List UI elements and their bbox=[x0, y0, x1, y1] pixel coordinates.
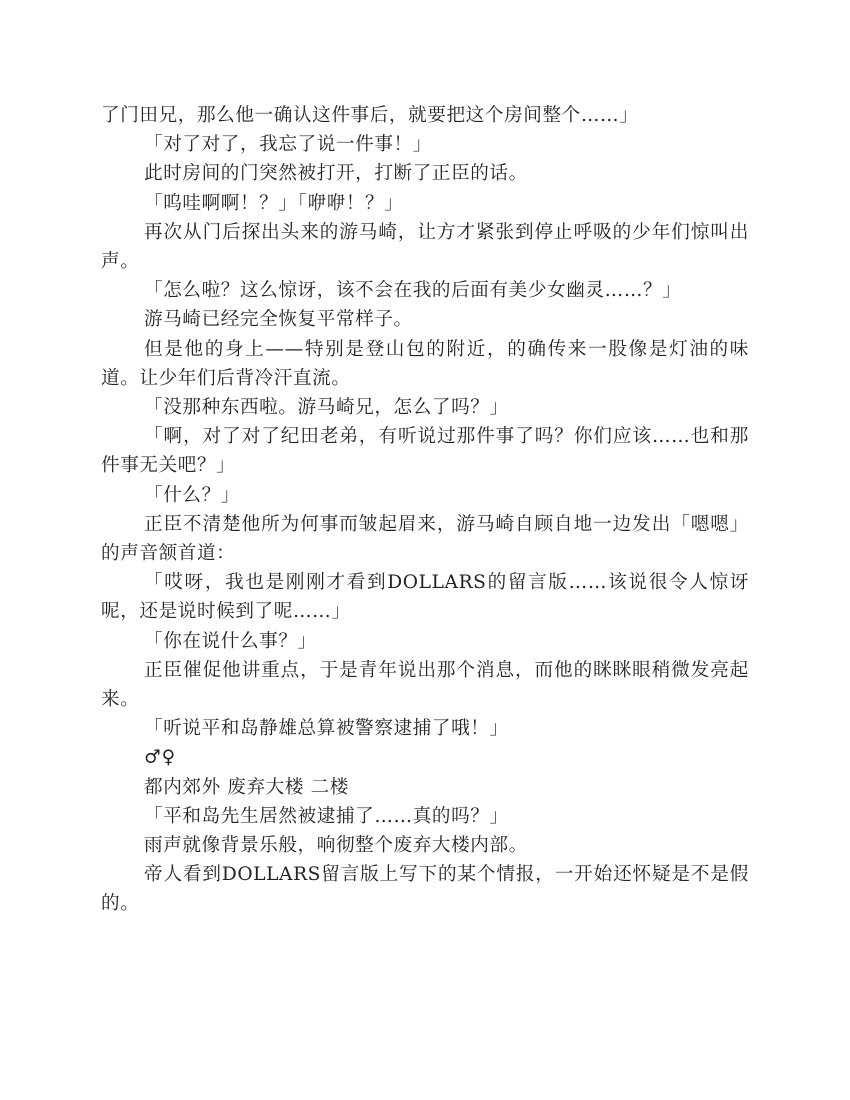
paragraph: 游马崎已经完全恢复平常样子。 bbox=[144, 309, 413, 331]
scene-heading: 都内郊外 废弃大楼 二楼 bbox=[144, 776, 349, 798]
paragraph: 「对了对了，我忘了说一件事！」 bbox=[144, 134, 432, 156]
paragraph: 了门田兄，那么他一确认这件事后，就要把这个房间整个……」 bbox=[101, 105, 639, 126]
paragraph: 「平和岛先生居然被逮捕了……真的吗？」 bbox=[144, 805, 509, 827]
paragraph: 「什么？」 bbox=[144, 484, 240, 506]
paragraph: 「没那种东西啦。游马崎兄，怎么了吗？」 bbox=[144, 397, 509, 419]
paragraph: 正臣不清楚他所为何事而皱起眉来，游马崎自顾自地一边发出「嗯嗯」的声音颔首道： bbox=[101, 513, 749, 565]
paragraph: 雨声就像背景乐般，响彻整个废弃大楼内部。 bbox=[144, 835, 528, 857]
paragraph: 「呜哇啊啊！？」「咿咿！？」 bbox=[144, 192, 404, 214]
paragraph: 「哎呀，我也是刚刚才看到DOLLARS的留言版……该说很令人惊讶呢，还是说时候到了呢……」 bbox=[101, 572, 749, 623]
text-body bbox=[101, 101, 749, 919]
scene-break-marker: ♂♀ bbox=[144, 747, 177, 769]
paragraph: 再次从门后探出头来的游马崎，让方才紧张到停止呼吸的少年们惊叫出声。 bbox=[101, 221, 749, 273]
paragraph: 「听说平和岛静雄总算被警察逮捕了哦！」 bbox=[144, 718, 509, 740]
paragraph: 正臣催促他讲重点，于是青年说出那个消息，而他的眯眯眼稍微发亮起来。 bbox=[101, 659, 749, 711]
paragraph: 「啊，对了对了纪田老弟，有听说过那件事了吗？你们应该……也和那件事无关吧？」 bbox=[101, 426, 749, 477]
paragraph: 但是他的身上——特别是登山包的附近，的确传来一股像是灯油的味道。让少年们后背冷汗直流。 bbox=[101, 338, 749, 389]
paragraph: 「你在说什么事？」 bbox=[144, 630, 317, 652]
paragraph: 「怎么啦？这么惊讶，该不会在我的后面有美少女幽灵……？」 bbox=[144, 280, 682, 302]
paragraph: 帝人看到DOLLARS留言版上写下的某个情报，一开始还怀疑是不是假的。 bbox=[101, 864, 749, 915]
paragraph: 此时房间的门突然被打开，打断了正臣的话。 bbox=[144, 163, 528, 185]
